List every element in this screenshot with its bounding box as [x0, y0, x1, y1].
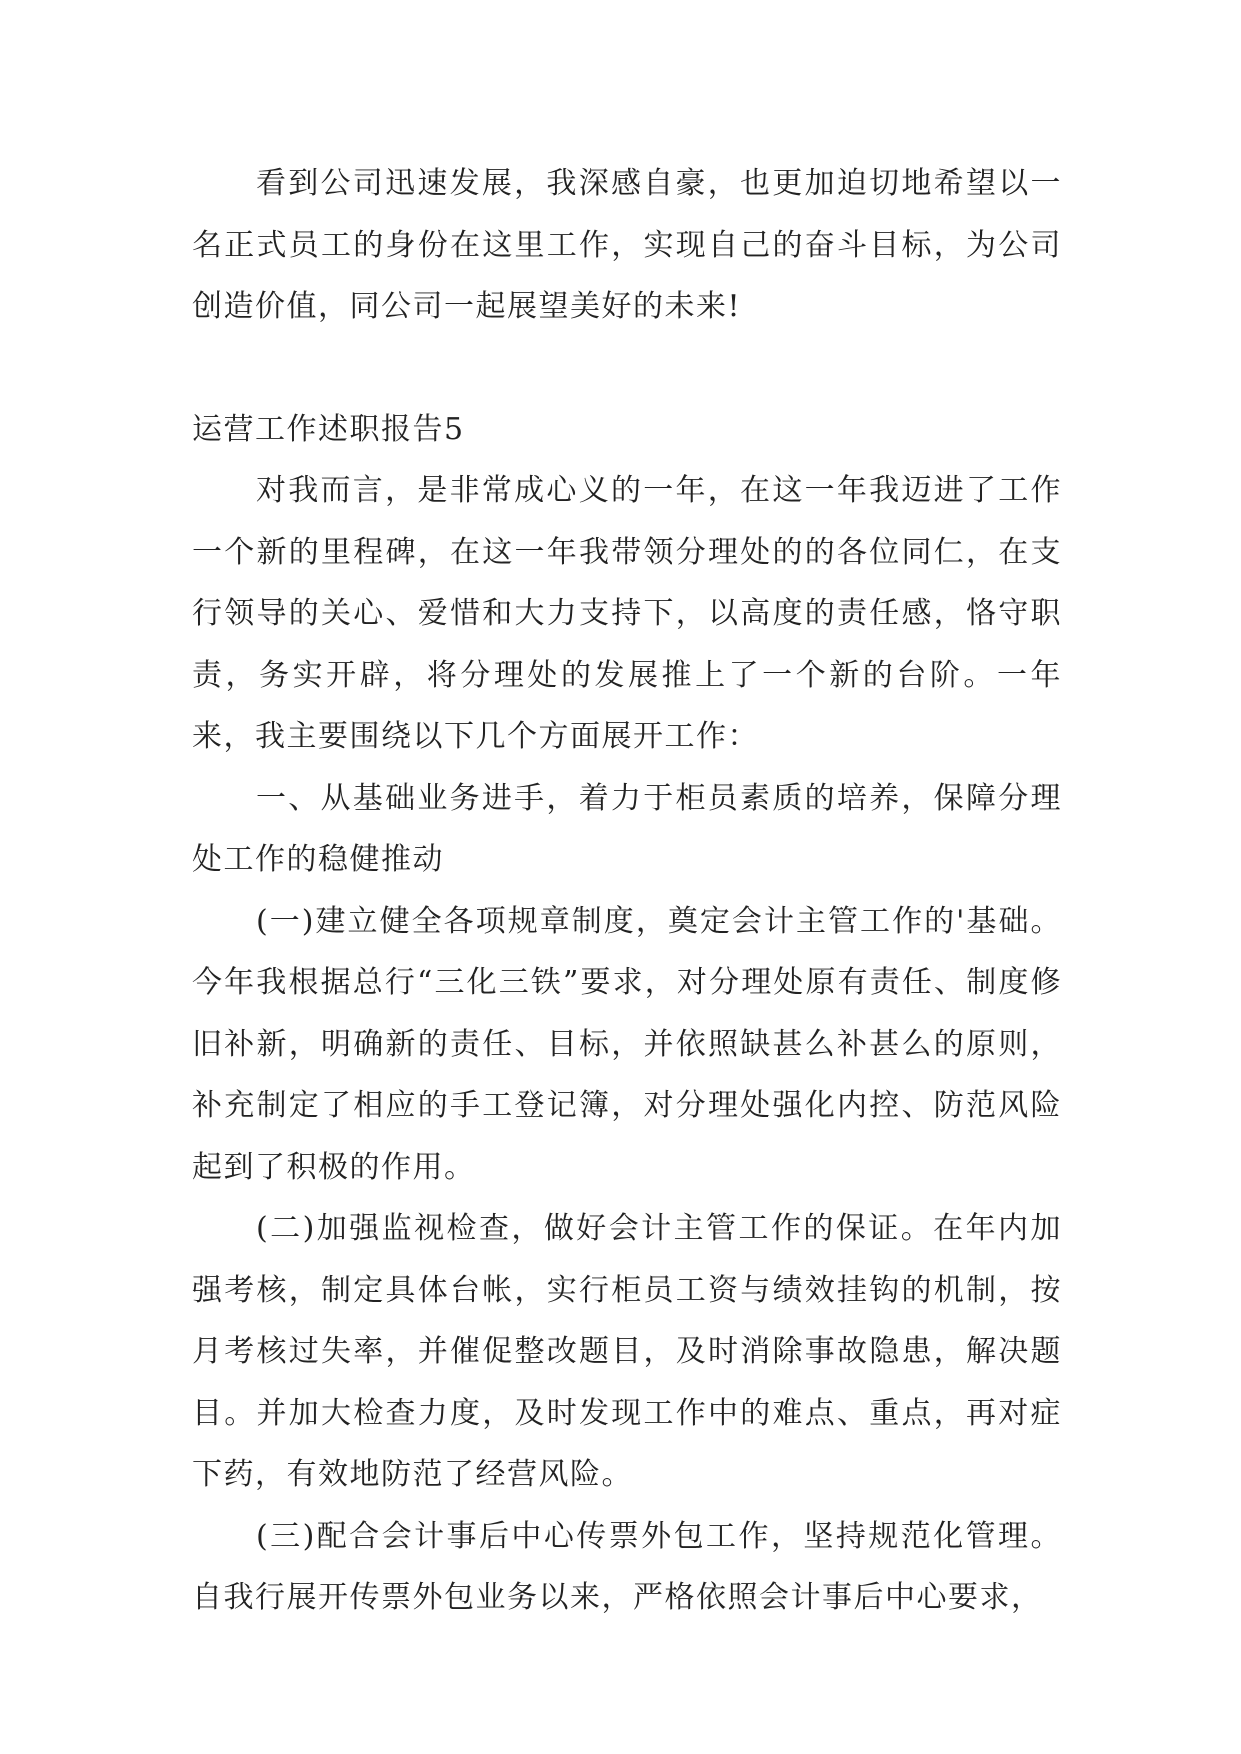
section-heading: 运营工作述职报告5 — [192, 411, 465, 447]
intro-paragraph: 看到公司迅速发展，我深感自豪，也更加迫切地希望以一名正式员工的身份在这里工作，实现自己的奋斗目标，为公司创造价值，同公司一起展望美好的未来! — [192, 166, 1062, 324]
body-paragraph-1: 对我而言，是非常成心义的一年，在这一年我迈进了工作一个新的里程碑，在这一年我带领分理处的的各位同仁，在支行领导的关心、爱惜和大力支持下，以高度的责任感，恪守职责，务实开辟，将分理处的发展推上了一个新的台阶。一年来，我主要围绕以下几个方面展开工作： — [192, 473, 1062, 754]
body-paragraph-5: (三)配合会计事后中心传票外包工作，坚持规范化管理。自我行展开传票外包业务以来，严格依照会计事后中心要求， — [192, 1518, 1062, 1615]
body-paragraph-4: (二)加强监视检查，做好会计主管工作的保证。在年内加强考核，制定具体台帐，实行柜员工资与绩效挂钩的机制，按月考核过失率，并催促整改题目，及时消除事故隐患，解决题目。并加大检查力度，及时发现工作中的难点、重点，再对症下药，有效地防范了经营风险。 — [192, 1211, 1062, 1492]
document-body — [192, 153, 1062, 1629]
body-paragraph-3: (一)建立健全各项规章制度，奠定会计主管工作的'基础。今年我根据总行“三化三铁”要求，对分理处原有责任、制度修旧补新，明确新的责任、目标，并依照缺甚么补甚么的原则，补充制定了相应的手工登记簿，对分理处强化内控、防范风险起到了积极的作用。 — [192, 903, 1062, 1185]
paragraph-spacer — [192, 338, 1062, 399]
body-paragraph-2: 一、从基础业务进手，着力于柜员素质的培养，保障分理处工作的稳健推动 — [192, 780, 1062, 877]
